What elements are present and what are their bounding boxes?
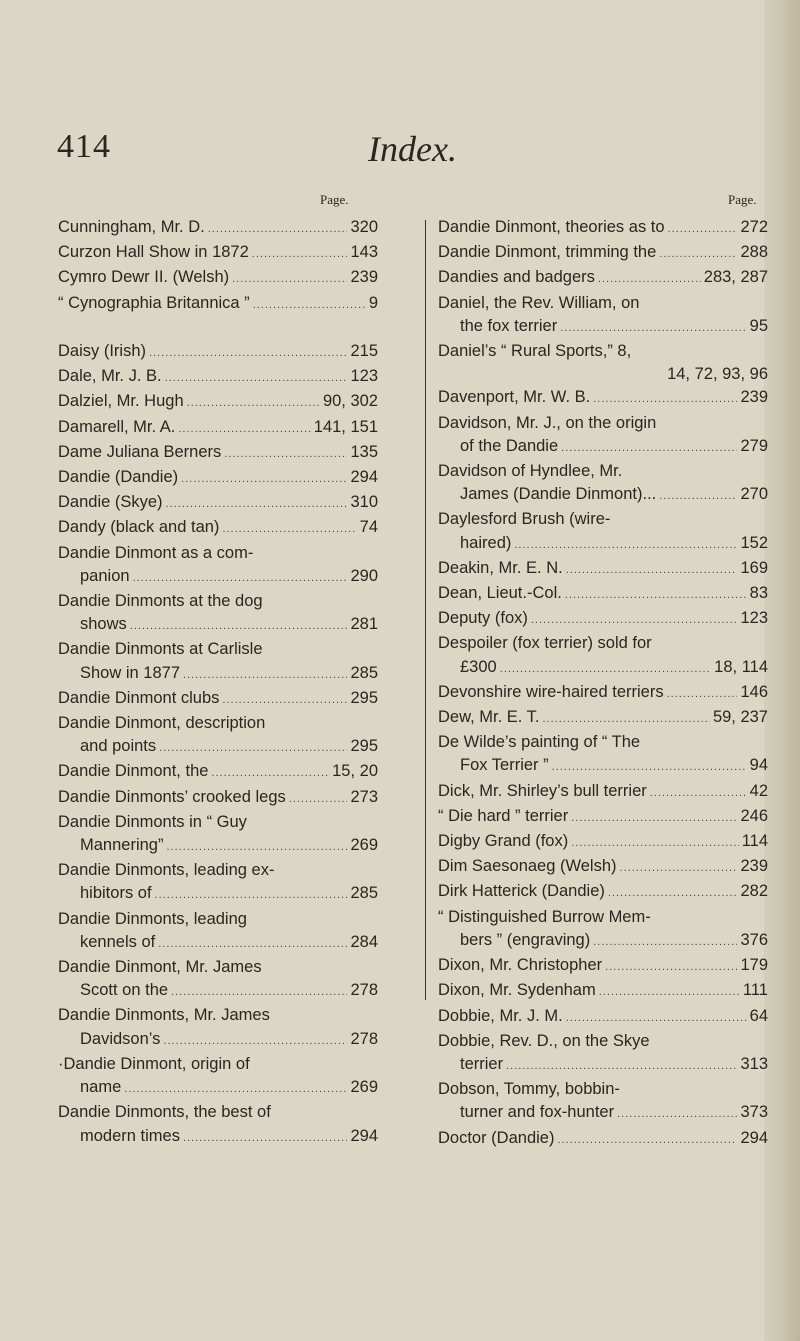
leader-dots <box>514 534 737 557</box>
index-entry <box>58 760 378 785</box>
leader-dots <box>124 1078 347 1101</box>
index-page-ref: 114 <box>741 832 768 851</box>
right-index-column <box>438 216 768 1152</box>
column-divider <box>425 220 426 1000</box>
leader-dots <box>566 559 738 582</box>
leader-dots <box>571 807 737 830</box>
leader-dots <box>617 1103 737 1126</box>
index-entry-line: Daylesford Brush (wire- <box>438 510 611 529</box>
index-page-ref: 152 <box>740 533 768 552</box>
index-page-ref: 295 <box>350 688 378 707</box>
index-entry <box>438 855 768 880</box>
leader-dots <box>159 737 347 760</box>
index-page-ref: 74 <box>359 518 378 537</box>
index-entry <box>438 681 768 706</box>
index-page-ref: 123 <box>740 609 768 628</box>
index-page-ref: 320 <box>350 218 378 236</box>
leader-dots <box>500 658 711 681</box>
index-entry-text: Dandie Dinmonts’ crooked legs <box>58 787 286 806</box>
index-entry-text: Cymro Dewr II. (Welsh) <box>58 268 230 287</box>
index-entry-text: Dandie (Dandie) <box>58 468 179 487</box>
index-entry <box>58 662 378 687</box>
leader-dots <box>560 317 746 340</box>
leader-dots <box>506 1055 737 1078</box>
index-page-ref: 83 <box>749 584 768 603</box>
index-entry-text: and points <box>80 737 157 756</box>
index-entry <box>438 1005 768 1030</box>
leader-dots <box>183 664 347 687</box>
index-page-ref: 141, 151 <box>313 417 378 436</box>
index-page-ref: 64 <box>749 1006 768 1025</box>
leader-dots <box>565 584 747 607</box>
index-entry-text: Dale, Mr. J. B. <box>58 367 162 386</box>
index-entry <box>58 441 378 466</box>
page-edge-shadow <box>764 0 800 1341</box>
leader-dots <box>183 1127 348 1150</box>
index-entry <box>438 557 768 582</box>
leader-dots <box>224 443 347 466</box>
leader-dots <box>605 956 737 979</box>
index-page-ref: 179 <box>740 956 768 975</box>
leader-dots <box>531 609 738 632</box>
index-page-ref: 15, 20 <box>332 762 378 781</box>
index-entry-line: Dobbie, Rev. D., on the Skye <box>438 1031 650 1050</box>
leader-dots <box>552 756 747 779</box>
leader-dots <box>566 1007 747 1030</box>
index-entry-text: Dobbie, Mr. J. M. <box>438 1006 563 1025</box>
page-number: 414 <box>57 128 111 165</box>
index-entry <box>438 1127 768 1152</box>
index-page-ref: 135 <box>350 442 378 461</box>
index-entry-text: Fox Terrier ” <box>460 756 549 775</box>
index-entry <box>438 706 768 731</box>
index-entry <box>58 365 378 390</box>
leader-dots <box>187 392 320 415</box>
index-page-ref: 95 <box>749 316 768 335</box>
index-page-ref: 278 <box>350 1029 378 1048</box>
index-entry <box>438 830 768 855</box>
leader-dots <box>599 981 740 1004</box>
index-entry-text: turner and fox-hunter <box>460 1103 615 1122</box>
index-entry-line: Dandie Dinmont, description <box>58 714 266 733</box>
index-entry-text: kennels of <box>80 932 156 951</box>
index-entry-text: terrier <box>460 1054 504 1073</box>
index-page-ref: 9 <box>368 293 378 312</box>
leader-dots <box>561 437 737 460</box>
index-entry-text: Dixon, Mr. Christopher <box>438 956 603 975</box>
index-page-ref: 90, 302 <box>322 392 378 411</box>
index-page-ref: 18, 114 <box>714 657 768 676</box>
index-entry <box>58 491 378 516</box>
index-entry-text: hibitors of <box>80 884 152 903</box>
index-page-ref: 313 <box>740 1054 768 1073</box>
index-entry-line: Dandie Dinmonts, leading <box>58 909 247 928</box>
index-entry-text: Dean, Lieut.-Col. <box>438 584 562 603</box>
leader-dots <box>557 1129 737 1152</box>
index-entry <box>58 266 378 291</box>
index-page-ref: 270 <box>740 485 768 504</box>
index-entry-line: Despoiler (fox terrier) sold for <box>438 634 652 653</box>
index-entry <box>438 532 768 557</box>
index-entry <box>58 1028 378 1053</box>
index-entry <box>438 656 768 681</box>
index-page-ref: 310 <box>350 493 378 512</box>
leader-dots <box>571 832 738 855</box>
index-page-ref: 42 <box>749 781 768 800</box>
index-entry <box>58 241 378 266</box>
index-entry-text: Dim Saesonaeg (Welsh) <box>438 857 617 876</box>
index-page-ref: 288 <box>740 243 768 262</box>
index-entry-text: Damarell, Mr. A. <box>58 417 176 436</box>
index-entry-line: Dandie Dinmonts at the dog <box>58 592 263 611</box>
right-column-page-label: Page. <box>728 192 757 207</box>
index-page-ref: 285 <box>350 884 378 903</box>
index-gap <box>58 317 378 340</box>
index-entry <box>438 582 768 607</box>
index-entry-text: Cunningham, Mr. D. <box>58 218 205 236</box>
index-page-ref: 294 <box>350 1126 378 1145</box>
index-page-ref: 281 <box>350 615 378 634</box>
index-entry <box>58 466 378 491</box>
index-entry-text: Dandy (black and tan) <box>58 518 220 537</box>
index-entry <box>58 786 378 811</box>
index-page-ref: 283, 287 <box>703 268 768 287</box>
leader-dots <box>542 708 709 731</box>
index-entry-text: Dirk Hatterick (Dandie) <box>438 882 605 901</box>
index-page-ref: 272 <box>740 218 768 236</box>
index-entry-text: James (Dandie Dinmont)... <box>460 485 657 504</box>
index-entry-line: Daniel, the Rev. William, on <box>438 293 640 312</box>
index-entry <box>438 805 768 830</box>
index-entry <box>438 266 768 291</box>
index-entry <box>58 687 378 712</box>
index-entry <box>438 1053 768 1078</box>
index-entry <box>58 735 378 760</box>
index-entry-text: Digby Grand (fox) <box>438 832 569 851</box>
leader-dots <box>289 788 348 811</box>
index-page-ref: 269 <box>350 836 378 855</box>
page-title: Index. <box>368 129 457 169</box>
index-entry-text: haired) <box>460 533 512 552</box>
index-page-ref: 215 <box>350 342 378 360</box>
index-entry-line: Dandie Dinmont as a com- <box>58 543 254 562</box>
index-entry <box>58 390 378 415</box>
index-page-ref: 246 <box>740 806 768 825</box>
index-entry-text: Dixon, Mr. Sydenham <box>438 981 596 1000</box>
index-entry <box>58 216 378 241</box>
index-entry <box>438 754 768 779</box>
index-page-ref: 143 <box>350 243 378 262</box>
index-entry-text: shows <box>80 615 127 634</box>
index-page-ref: 278 <box>350 981 378 1000</box>
index-entry <box>58 416 378 441</box>
index-entry-text: £300 <box>460 657 497 676</box>
index-entry <box>58 1125 378 1150</box>
index-entry-line: Daniel’s “ Rural Sports,” 8, <box>438 342 632 361</box>
leader-dots <box>181 468 347 491</box>
index-entry <box>58 613 378 638</box>
index-entry-line: Dandie Dinmont, Mr. James <box>58 958 262 977</box>
index-entry <box>438 929 768 954</box>
leader-dots <box>252 243 348 266</box>
index-page-ref: 111 <box>742 981 768 1000</box>
index-entry <box>58 882 378 907</box>
index-entry <box>58 565 378 590</box>
leader-dots <box>659 485 737 508</box>
index-entry-text: of the Dandie <box>460 436 559 455</box>
index-entry <box>438 435 768 460</box>
index-entry-line: Dobson, Tommy, bobbin- <box>438 1080 620 1099</box>
index-entry <box>438 954 768 979</box>
index-entry-text: “ Cynographia Britannica ” <box>58 293 250 312</box>
index-entry <box>438 315 768 340</box>
index-entry-line: “ Distinguished Burrow Mem- <box>438 907 651 926</box>
index-page-ref: 169 <box>740 558 768 577</box>
index-entry <box>438 363 768 386</box>
index-entry <box>438 241 768 266</box>
leader-dots <box>593 931 737 954</box>
leader-dots <box>222 689 347 712</box>
leader-dots <box>667 683 738 706</box>
leader-dots <box>593 388 737 411</box>
leader-dots <box>598 268 701 291</box>
index-entry-text: Dame Juliana Berners <box>58 442 222 461</box>
index-entry-text: Doctor (Dandie) <box>438 1128 555 1147</box>
index-page-ref: 273 <box>350 787 378 806</box>
leader-dots <box>620 857 738 880</box>
index-entry <box>438 386 768 411</box>
leader-dots <box>165 367 348 390</box>
index-page-ref: 146 <box>740 682 768 701</box>
index-page-ref: 123 <box>350 367 378 386</box>
leader-dots <box>211 762 329 785</box>
index-entry-line: Davidson, Mr. J., on the origin <box>438 413 657 432</box>
leader-dots <box>163 1030 347 1053</box>
leader-dots <box>166 836 347 859</box>
index-entry <box>58 931 378 956</box>
index-entry-text: Show in 1877 <box>80 663 180 682</box>
leader-dots <box>659 243 737 266</box>
index-entry-text: name <box>80 1078 122 1097</box>
index-entry <box>438 483 768 508</box>
index-page-ref: 294 <box>350 468 378 487</box>
index-entry-line: Dandie Dinmonts, Mr. James <box>58 1006 270 1025</box>
leader-dots <box>232 268 347 291</box>
index-entry-text: Scott on the <box>80 981 169 1000</box>
index-entry-line: Dandie Dinmonts in “ Guy <box>58 812 247 831</box>
index-entry-text: Curzon Hall Show in 1872 <box>58 243 249 262</box>
index-page-ref: 294 <box>740 1128 768 1147</box>
index-entry <box>438 607 768 632</box>
index-page-ref: 373 <box>740 1103 768 1122</box>
index-entry-text: bers ” (engraving) <box>460 930 591 949</box>
leader-dots <box>130 615 348 638</box>
index-entry-text: Dandie (Skye) <box>58 493 163 512</box>
index-entry <box>58 979 378 1004</box>
index-page-ref: 94 <box>749 756 768 775</box>
leader-dots <box>155 884 348 907</box>
index-entry-text: Davenport, Mr. W. B. <box>438 388 591 407</box>
index-page-ref: 59, 237 <box>712 708 768 727</box>
page-header <box>0 128 800 178</box>
leader-dots <box>222 518 356 541</box>
index-entry <box>438 216 768 241</box>
index-entry-text: Deakin, Mr. E. N. <box>438 558 563 577</box>
index-entry-text: Dandie Dinmont clubs <box>58 688 220 707</box>
index-entry-text: Deputy (fox) <box>438 609 528 628</box>
index-page-ref: 376 <box>740 930 768 949</box>
index-page-ref: 295 <box>350 737 378 756</box>
index-entry <box>438 979 768 1004</box>
index-entry-text: modern times <box>80 1126 180 1145</box>
left-column-page-label: Page. <box>320 192 349 207</box>
leader-dots <box>171 981 347 1004</box>
index-entry-text: Dandie Dinmont, trimming the <box>438 243 657 262</box>
leader-dots <box>149 342 347 365</box>
index-entry-text: Dandie Dinmont, theories as to <box>438 218 665 236</box>
index-entry-text: “ Die hard ” terrier <box>438 806 569 825</box>
index-entry-line: Dandie Dinmonts, the best of <box>58 1103 271 1122</box>
index-entry-text: Mannering” <box>80 836 164 855</box>
index-entry <box>58 1076 378 1101</box>
index-entry-text: Dick, Mr. Shirley’s bull terrier <box>438 781 647 800</box>
index-page-ref: 284 <box>350 932 378 951</box>
left-index-column <box>58 216 378 1150</box>
index-page-ref: 269 <box>350 1078 378 1097</box>
index-entry-text: Daisy (Irish) <box>58 342 147 360</box>
index-page-ref: 239 <box>740 388 768 407</box>
index-entry <box>438 1101 768 1126</box>
index-page-ref: 239 <box>350 268 378 287</box>
leader-dots <box>668 218 738 241</box>
index-entry-text: Devonshire wire-haired terriers <box>438 682 664 701</box>
index-entry-text: Davidson’s <box>80 1029 161 1048</box>
index-entry <box>438 880 768 905</box>
index-entry <box>58 340 378 365</box>
index-entry-text: Dew, Mr. E. T. <box>438 708 540 727</box>
leader-dots <box>133 567 348 590</box>
index-page-ref: 239 <box>740 857 768 876</box>
leader-dots <box>166 493 348 516</box>
index-entry-line: ·Dandie Dinmont, origin of <box>58 1054 250 1073</box>
index-entry-text: panion <box>80 566 130 585</box>
leader-dots <box>178 418 310 441</box>
index-entry-text: Dandie Dinmont, the <box>58 762 209 781</box>
index-entry-text: the fox terrier <box>460 316 558 335</box>
index-page-ref: 290 <box>350 566 378 585</box>
index-entry <box>58 516 378 541</box>
index-entry-line: Davidson of Hyndlee, Mr. <box>438 462 623 481</box>
index-entry <box>438 780 768 805</box>
index-page-ref: 279 <box>740 436 768 455</box>
index-entry-text: Dalziel, Mr. Hugh <box>58 392 184 411</box>
index-entry-line: Dandie Dinmonts at Carlisle <box>58 640 263 659</box>
index-entry-line: Dandie Dinmonts, leading ex- <box>58 861 275 880</box>
index-page-ref: 14, 72, 93, 96 <box>667 365 768 384</box>
leader-dots <box>208 218 348 241</box>
index-entry-line: De Wilde’s painting of “ The <box>438 733 641 752</box>
leader-dots <box>608 882 738 905</box>
index-page-ref: 285 <box>350 663 378 682</box>
leader-dots <box>253 294 366 317</box>
index-page-ref: 282 <box>740 882 768 901</box>
leader-dots <box>650 782 747 805</box>
index-entry <box>58 834 378 859</box>
index-entry-text: Dandies and badgers <box>438 268 595 287</box>
index-entry <box>58 292 378 317</box>
leader-dots <box>158 933 347 956</box>
